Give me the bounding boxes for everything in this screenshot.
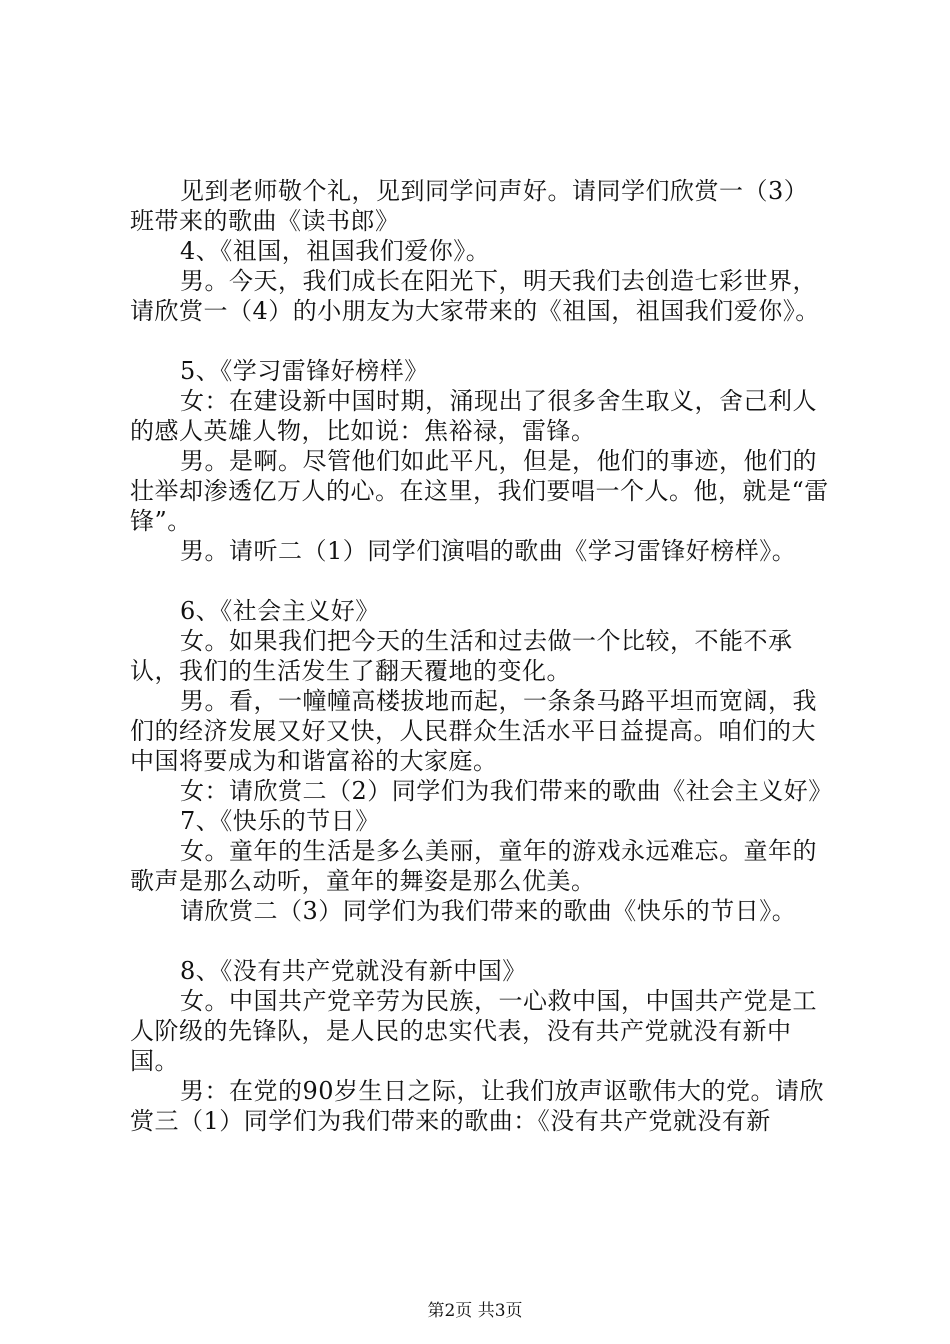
paragraph-spacer bbox=[130, 326, 830, 356]
paragraph-spacer bbox=[130, 926, 830, 956]
paragraph-spacer bbox=[130, 566, 830, 596]
page-footer: 第2页 共3页 bbox=[427, 1301, 523, 1321]
paragraph: 男：在党的90岁生日之际，让我们放声讴歌伟大的党。请欣赏三（1）同学们为我们带来的歌曲：《没有共产党就没有新 bbox=[130, 1077, 825, 1135]
paragraph: 7、《快乐的节日》 bbox=[180, 807, 380, 835]
paragraph: 见到老师敬个礼，见到同学问声好。请同学们欣赏一（3）班带来的歌曲《读书郎》 bbox=[130, 177, 809, 235]
paragraph: 女：请欣赏二（2）同学们为我们带来的歌曲《社会主义好》 bbox=[180, 777, 833, 805]
paragraph: 请欣赏二（3）同学们为我们带来的歌曲《快乐的节日》。 bbox=[180, 897, 797, 925]
paragraph: 女。童年的生活是多么美丽，童年的游戏永远难忘。童年的歌声是那么动听，童年的舞姿是那么优美。 bbox=[130, 837, 817, 895]
paragraph: 男。是啊。尽管他们如此平凡，但是，他们的事迹，他们的壮举却渗透亿万人的心。在这里，我们要唱一个人。他，就是“雷锋”。 bbox=[130, 447, 829, 535]
document-body bbox=[130, 176, 833, 1136]
paragraph: 男。看，一幢幢高楼拔地而起，一条条马路平坦而宽阔，我们的经济发展又好又快，人民群众生活水平日益提高。咱们的大中国将要成为和谐富裕的大家庭。 bbox=[130, 687, 817, 775]
paragraph: 5、《学习雷锋好榜样》 bbox=[180, 357, 429, 385]
paragraph: 男。请听二（1）同学们演唱的歌曲《学习雷锋好榜样》。 bbox=[180, 537, 797, 565]
paragraph: 6、《社会主义好》 bbox=[180, 597, 380, 625]
paragraph: 8、《没有共产党就没有新中国》 bbox=[180, 957, 527, 985]
paragraph: 女。如果我们把今天的生活和过去做一个比较，不能不承认，我们的生活发生了翻天覆地的变化。 bbox=[130, 627, 793, 685]
paragraph: 4、《祖国，祖国我们爱你》。 bbox=[180, 237, 491, 265]
paragraph: 女。中国共产党辛劳为民族，一心救中国，中国共产党是工人阶级的先锋队，是人民的忠实代表，没有共产党就没有新中国。 bbox=[130, 987, 817, 1075]
paragraph: 男。今天，我们成长在阳光下，明天我们去创造七彩世界，请欣赏一（4）的小朋友为大家带来的《祖国，祖国我们爱你》。 bbox=[130, 267, 820, 325]
paragraph: 女：在建设新中国时期，涌现出了很多舍生取义，舍己利人的感人英雄人物，比如说：焦裕禄，雷锋。 bbox=[130, 387, 817, 445]
